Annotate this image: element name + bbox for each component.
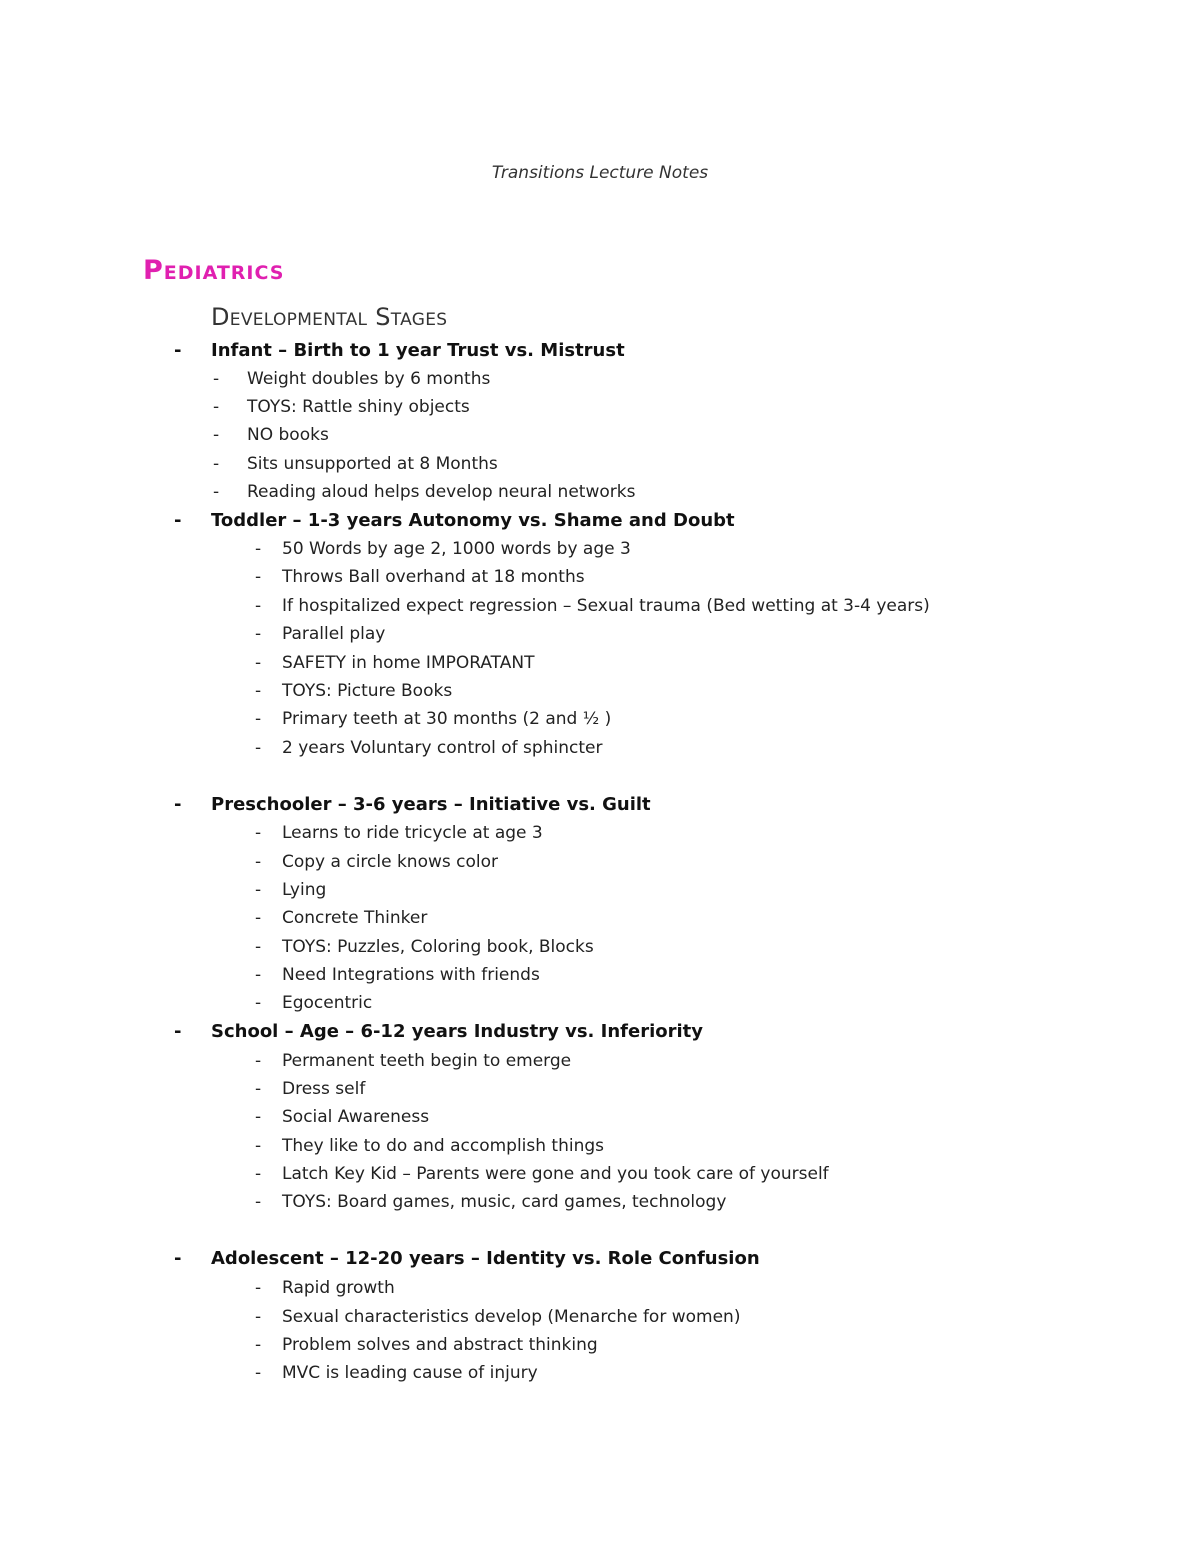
list-item — [0, 1164, 1000, 1192]
item-bullet: - — [255, 567, 262, 587]
stage-heading — [0, 794, 1200, 822]
list-item — [0, 397, 1000, 425]
item-text: MVC is leading cause of injury — [282, 1363, 538, 1383]
item-text: Copy a circle knows color — [282, 852, 499, 872]
list-item — [0, 852, 1000, 880]
item-bullet: - — [213, 369, 220, 389]
item-text: Learns to ride tricycle at age 3 — [282, 823, 543, 843]
item-bullet: - — [255, 880, 262, 900]
item-text: Parallel play — [282, 624, 386, 644]
item-bullet: - — [255, 653, 262, 673]
stage-label: Toddler – 1-3 years Autonomy vs. Shame and Doubt — [211, 510, 735, 531]
stage-bullet: - — [174, 1248, 182, 1269]
item-text: Sexual characteristics develop (Menarche for women) — [282, 1307, 741, 1327]
list-item — [0, 823, 1000, 851]
item-bullet: - — [255, 596, 262, 616]
item-bullet: - — [255, 1363, 262, 1383]
item-bullet: - — [255, 738, 262, 758]
item-text: TOYS: Picture Books — [282, 681, 453, 701]
document-header: Transitions Lecture Notes — [491, 163, 709, 183]
list-item — [0, 567, 1000, 595]
item-text: Primary teeth at 30 months (2 and ½ ) — [282, 709, 612, 729]
list-item — [0, 1107, 1000, 1135]
item-bullet: - — [255, 1051, 262, 1071]
stage-label: Adolescent – 12-20 years – Identity vs. Role Confusion — [211, 1248, 760, 1269]
item-text: Dress self — [282, 1079, 366, 1099]
list-item — [0, 1136, 1000, 1164]
item-bullet: - — [255, 624, 262, 644]
list-item — [0, 1192, 1000, 1220]
item-bullet: - — [255, 1335, 262, 1355]
item-bullet: - — [255, 1136, 262, 1156]
item-text: They like to do and accomplish things — [282, 1136, 605, 1156]
item-text: Lying — [282, 880, 327, 900]
list-item — [0, 539, 1000, 567]
item-text: Social Awareness — [282, 1107, 430, 1127]
list-item — [0, 425, 1000, 453]
item-text: SAFETY in home IMPORATANT — [282, 653, 535, 673]
item-bullet: - — [255, 937, 262, 957]
list-item — [0, 937, 1000, 965]
list-item — [0, 681, 1000, 709]
stage-label: Preschooler – 3-6 years – Initiative vs. Guilt — [211, 794, 651, 815]
item-text: Problem solves and abstract thinking — [282, 1335, 598, 1355]
item-bullet: - — [255, 965, 262, 985]
item-text: 50 Words by age 2, 1000 words by age 3 — [282, 539, 631, 559]
item-bullet: - — [213, 425, 220, 445]
item-bullet: - — [255, 1107, 262, 1127]
item-bullet: - — [255, 709, 262, 729]
list-item — [0, 908, 1000, 936]
item-bullet: - — [255, 852, 262, 872]
item-bullet: - — [255, 823, 262, 843]
stage-heading — [0, 510, 1200, 538]
stage-heading — [0, 340, 1200, 368]
item-bullet: - — [213, 397, 220, 417]
item-text: Latch Key Kid – Parents were gone and you took care of yourself — [282, 1164, 829, 1184]
item-bullet: - — [255, 1307, 262, 1327]
list-item — [0, 738, 1000, 766]
item-text: TOYS: Board games, music, card games, technology — [282, 1192, 727, 1212]
list-item — [0, 1363, 1000, 1391]
list-item — [0, 454, 1000, 482]
list-item — [0, 1307, 1000, 1335]
item-text: Throws Ball overhand at 18 months — [282, 567, 585, 587]
stage-label: School – Age – 6-12 years Industry vs. Inferiority — [211, 1021, 704, 1042]
item-bullet: - — [213, 454, 220, 474]
item-text: Permanent teeth begin to emerge — [282, 1051, 572, 1071]
list-item — [0, 880, 1000, 908]
subsection-title: Developmental Stages — [211, 303, 448, 331]
list-item — [0, 596, 1000, 624]
item-text: Reading aloud helps develop neural networks — [247, 482, 636, 502]
item-text: NO books — [247, 425, 329, 445]
list-item — [0, 709, 1000, 737]
stage-bullet: - — [174, 510, 182, 531]
item-text: Concrete Thinker — [282, 908, 428, 928]
item-text: Egocentric — [282, 993, 373, 1013]
stage-bullet: - — [174, 794, 182, 815]
list-item — [0, 1335, 1000, 1363]
list-item — [0, 1051, 1000, 1079]
item-bullet: - — [213, 482, 220, 502]
stage-bullet: - — [174, 1021, 182, 1042]
stage-bullet: - — [174, 340, 182, 361]
stage-heading — [0, 1248, 1200, 1276]
item-text: 2 years Voluntary control of sphincter — [282, 738, 603, 758]
item-text: Weight doubles by 6 months — [247, 369, 491, 389]
list-item — [0, 965, 1000, 993]
item-bullet: - — [255, 539, 262, 559]
item-bullet: - — [255, 1164, 262, 1184]
item-bullet: - — [255, 993, 262, 1013]
item-bullet: - — [255, 681, 262, 701]
list-item — [0, 993, 1000, 1021]
item-text: Sits unsupported at 8 Months — [247, 454, 498, 474]
item-text: Need Integrations with friends — [282, 965, 540, 985]
item-bullet: - — [255, 908, 262, 928]
item-bullet: - — [255, 1278, 262, 1298]
item-bullet: - — [255, 1079, 262, 1099]
section-title: Pediatrics — [143, 255, 285, 286]
item-text: If hospitalized expect regression – Sexual trauma (Bed wetting at 3-4 years) — [282, 596, 930, 616]
stage-heading — [0, 1021, 1200, 1049]
list-item — [0, 1278, 1000, 1306]
list-item — [0, 1079, 1000, 1107]
item-text: TOYS: Puzzles, Coloring book, Blocks — [282, 937, 594, 957]
list-item — [0, 624, 1000, 652]
list-item — [0, 369, 1000, 397]
item-bullet: - — [255, 1192, 262, 1212]
list-item — [0, 653, 1000, 681]
item-text: Rapid growth — [282, 1278, 395, 1298]
item-text: TOYS: Rattle shiny objects — [247, 397, 470, 417]
stage-label: Infant – Birth to 1 year Trust vs. Mistrust — [211, 340, 625, 361]
list-item — [0, 482, 1000, 510]
